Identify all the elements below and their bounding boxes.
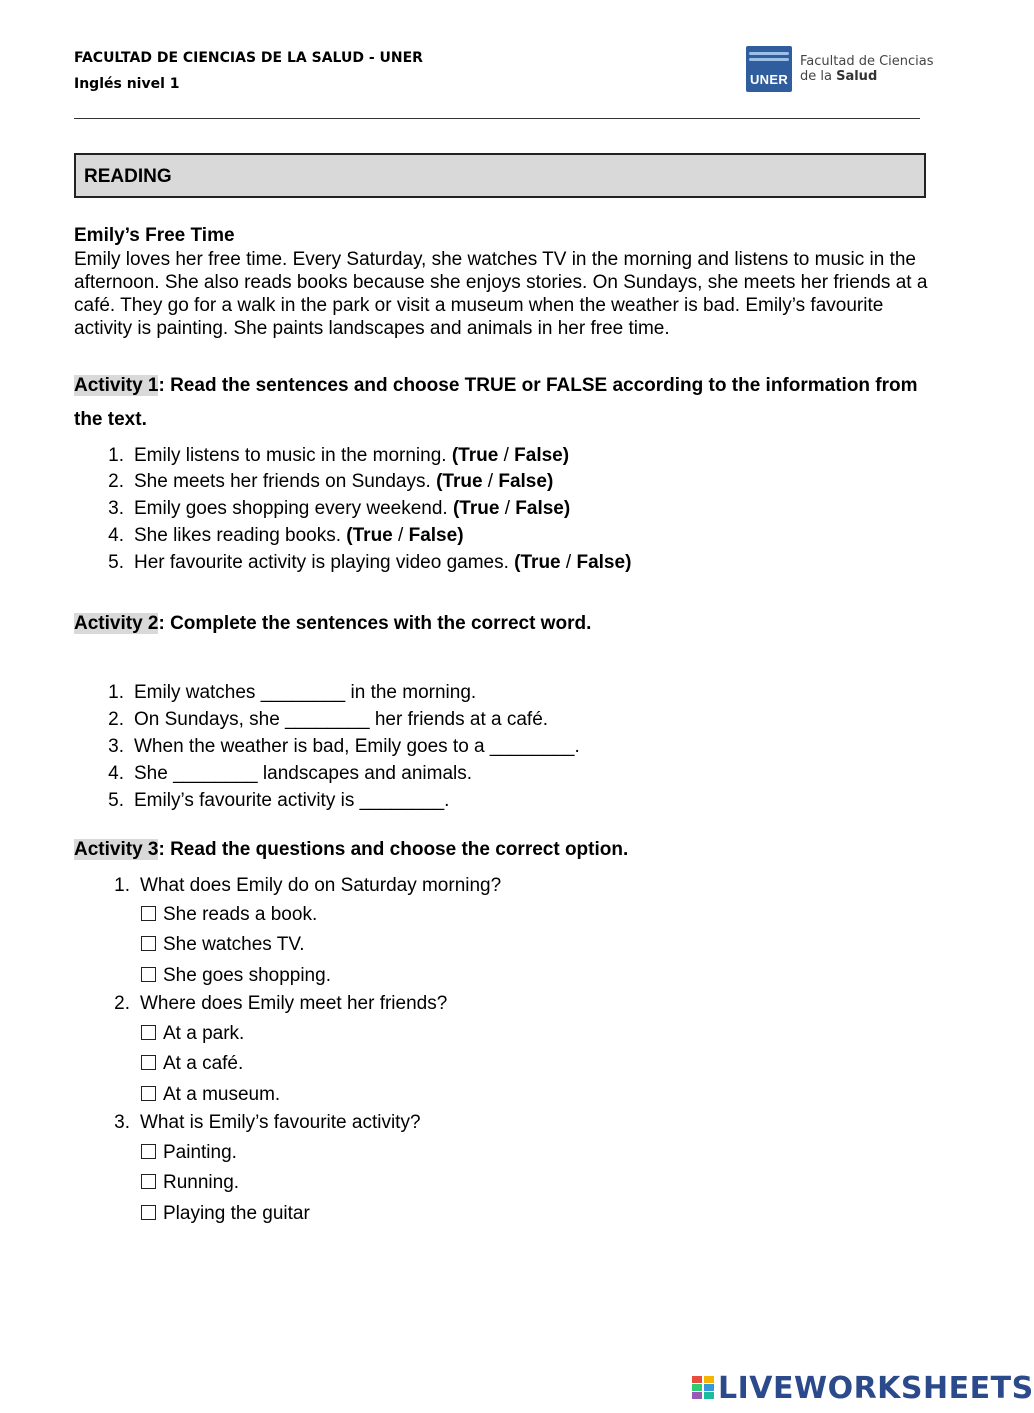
activity3-heading — [74, 833, 934, 867]
false-option[interactable]: False — [408, 525, 458, 546]
answer-option[interactable]: Playing the guitar — [141, 1203, 310, 1225]
answer-option[interactable]: At a park. — [141, 1023, 244, 1045]
checkbox-icon[interactable] — [141, 1055, 156, 1070]
false-option[interactable]: False — [576, 552, 626, 573]
story-title: Emily’s Free Time — [74, 225, 235, 246]
false-option[interactable]: False — [498, 471, 547, 492]
checkbox-icon[interactable] — [141, 1205, 156, 1220]
checkbox-icon[interactable] — [141, 1144, 156, 1159]
liveworksheets-wordmark: LIVEWORKSHEETS — [718, 1371, 1034, 1406]
activity1-label: Activity 1 — [74, 375, 159, 396]
logo-line1: Facultad de Ciencias — [800, 54, 934, 69]
checkbox-icon[interactable] — [141, 1025, 156, 1040]
header-divider — [74, 118, 920, 119]
answer-option[interactable]: She goes shopping. — [141, 965, 331, 987]
activity2-label: Activity 2 — [74, 613, 159, 634]
answer-option[interactable]: At a café. — [141, 1053, 243, 1075]
checkbox-icon[interactable] — [141, 1086, 156, 1101]
liveworksheets-logo-icon — [692, 1376, 714, 1400]
uner-logo — [746, 46, 936, 94]
true-option[interactable]: True — [458, 445, 499, 466]
uner-logo-icon — [746, 46, 792, 92]
true-option[interactable]: True — [459, 498, 500, 519]
true-option[interactable]: True — [352, 525, 393, 546]
section-title: READING — [84, 166, 172, 187]
false-option[interactable]: False — [514, 445, 563, 466]
checkbox-icon[interactable] — [141, 1174, 156, 1189]
activity2-heading — [74, 607, 934, 641]
answer-option[interactable]: Running. — [141, 1172, 239, 1194]
true-option[interactable]: True — [520, 552, 561, 573]
true-option[interactable]: True — [442, 471, 483, 492]
course-name: Inglés nivel 1 — [74, 76, 180, 92]
activity1-instruction: : Read the sentences and choose TRUE or FALSE according to the information from the text. — [74, 375, 918, 430]
answer-option[interactable]: At a museum. — [141, 1084, 280, 1106]
liveworksheets-brand — [692, 1370, 1034, 1406]
answer-option[interactable]: She watches TV. — [141, 934, 305, 956]
checkbox-icon[interactable] — [141, 967, 156, 982]
false-option[interactable]: False — [515, 498, 564, 519]
answer-option[interactable]: She reads a book. — [141, 904, 317, 926]
logo-text — [800, 54, 934, 84]
activity2-instruction: : Complete the sentences with the correct word. — [158, 613, 592, 634]
activity1-heading — [74, 369, 934, 437]
logo-line2: de la Salud — [800, 69, 878, 84]
story-body: Emily loves her free time. Every Saturday, she watches TV in the morning and listens to music in the afternoon. She also reads books because she enjoys stories. On Sundays, she meets her friends at a café. They go for a walk in the park or visit a museum when the weather is bad. Emily’s favourite activity is painting. She paints landscapes and animals in her free time. — [74, 249, 928, 339]
institution-name: FACULTAD DE CIENCIAS DE LA SALUD - UNER — [74, 50, 423, 66]
checkbox-icon[interactable] — [141, 936, 156, 951]
activity3-instruction: : Read the questions and choose the correct option. — [158, 839, 629, 860]
checkbox-icon[interactable] — [141, 906, 156, 921]
logo-abbr: UNER — [749, 72, 789, 87]
answer-option[interactable]: Painting. — [141, 1142, 237, 1164]
section-banner — [74, 153, 926, 198]
activity3-label: Activity 3 — [74, 839, 159, 860]
